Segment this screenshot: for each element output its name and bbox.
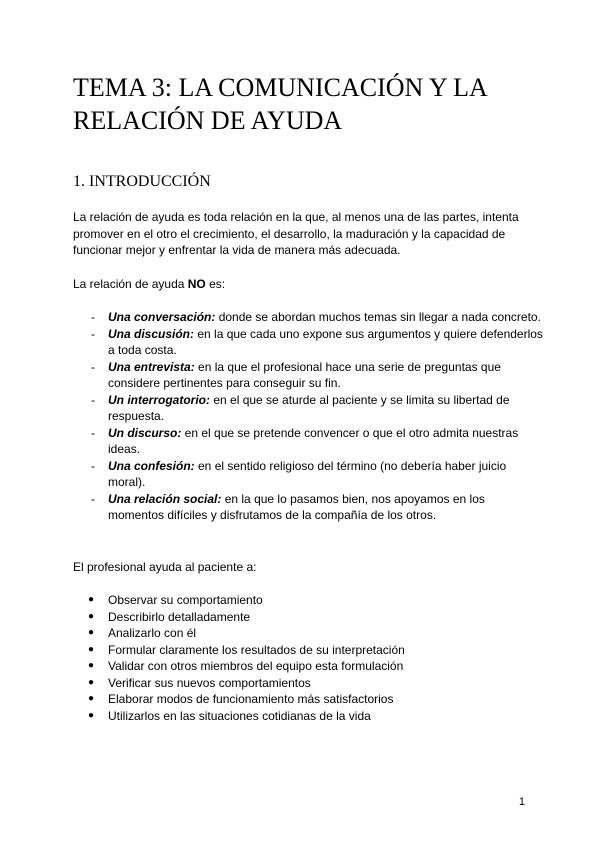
- list-item-text: Verificar sus nuevos comportamientos: [108, 675, 311, 690]
- list-item-text: Elaborar modos de funcionamiento más satisfactorios: [108, 692, 394, 706]
- list-item: [73, 691, 543, 708]
- list-item-text: Describirlo detalladamente: [108, 609, 251, 624]
- bullet-icon: ●: [88, 627, 95, 638]
- bullet-icon: ●: [88, 709, 95, 721]
- not-intro-after: es:: [205, 277, 226, 291]
- list-item-text: Utilizarlos en las situaciones cotidianas de la vida: [108, 708, 371, 723]
- not-list: [73, 309, 543, 524]
- list-item-text: Validar con otros miembros del equipo esta formulación: [108, 659, 404, 673]
- helps-paragraph: El profesional ayuda al paciente a:: [73, 560, 257, 574]
- not-emphasis: NO: [187, 277, 206, 291]
- dash-marker: -: [91, 491, 95, 506]
- not-intro-before: La relación de ayuda: [73, 277, 188, 291]
- list-item-term: Una entrevista:: [108, 359, 195, 374]
- list-item: [73, 392, 543, 425]
- list-item-term: Una confesión:: [108, 458, 195, 473]
- bullet-icon: ●: [88, 693, 95, 704]
- list-item: [73, 675, 543, 692]
- page-number: 1: [518, 796, 525, 808]
- list-item: [73, 309, 543, 326]
- list-item: [73, 458, 543, 491]
- intro-paragraph: La relación de ayuda es toda relación en la que, al menos una de las partes, intenta promover en el otro el crecimiento, el desarrollo, la maduración y la capacidad de funcionar mejor y enfrentar la vida de manera más adecuada.: [73, 210, 519, 257]
- section-heading: 1. INTRODUCCIÓN: [73, 173, 211, 190]
- list-item-term: Una relación social:: [108, 491, 222, 506]
- list-item-text: en la que cada uno expone sus argumentos y quiere defenderlos a toda costa.: [108, 326, 543, 357]
- list-item-text: Analizarlo con él: [108, 626, 197, 640]
- bullet-icon: ●: [88, 610, 95, 622]
- list-item: [73, 491, 543, 524]
- list-item-term: Una conversación:: [108, 310, 216, 324]
- list-item-text: Observar su comportamiento: [108, 593, 263, 607]
- list-item: [73, 609, 543, 626]
- list-item: [73, 625, 543, 642]
- bullet-icon: ●: [88, 676, 95, 688]
- dash-marker: -: [91, 458, 95, 473]
- bullet-icon: ●: [88, 643, 95, 655]
- list-item-text: en el que se aturde al paciente y se limita su libertad de respuesta.: [108, 392, 510, 423]
- bullet-icon: ●: [88, 594, 95, 605]
- list-item: [73, 708, 543, 725]
- list-item-text: en la que lo pasamos bien, nos apoyamos en los momentos difíciles y disfrutamos de la compañía de los otros.: [108, 491, 485, 522]
- list-item: [73, 592, 543, 609]
- list-item-text: donde se abordan muchos temas sin llegar a nada concreto.: [215, 310, 541, 324]
- list-item-text: Formular claramente los resultados de su interpretación: [108, 642, 405, 657]
- not-list-intro: [73, 276, 543, 293]
- list-item: [73, 425, 543, 458]
- document-title: TEMA 3: LA COMUNICACIÓN Y LA RELACIÓN DE AYUDA: [73, 73, 487, 135]
- list-item: [73, 359, 543, 392]
- dash-marker: -: [91, 359, 95, 374]
- list-item-text: en la que el profesional hace una serie de preguntas que considere pertinentes para conseguir su fin.: [108, 359, 501, 390]
- list-item-text: en el que se pretende convencer o que el otro admita nuestras ideas.: [108, 425, 519, 456]
- dash-marker: -: [91, 425, 95, 440]
- dash-marker: -: [91, 392, 95, 407]
- list-item: [73, 326, 543, 359]
- help-list: [73, 592, 543, 724]
- list-item-term: Un discurso:: [108, 425, 182, 440]
- bullet-icon: ●: [88, 660, 95, 671]
- list-item-text: en el sentido religioso del término (no debería haber juicio moral).: [108, 458, 507, 489]
- list-item: [73, 642, 543, 659]
- list-item-term: Un interrogatorio:: [108, 392, 210, 407]
- dash-marker: -: [91, 310, 95, 324]
- list-item: [73, 658, 543, 675]
- list-item-term: Una discusión:: [108, 326, 195, 341]
- dash-marker: -: [91, 326, 95, 341]
